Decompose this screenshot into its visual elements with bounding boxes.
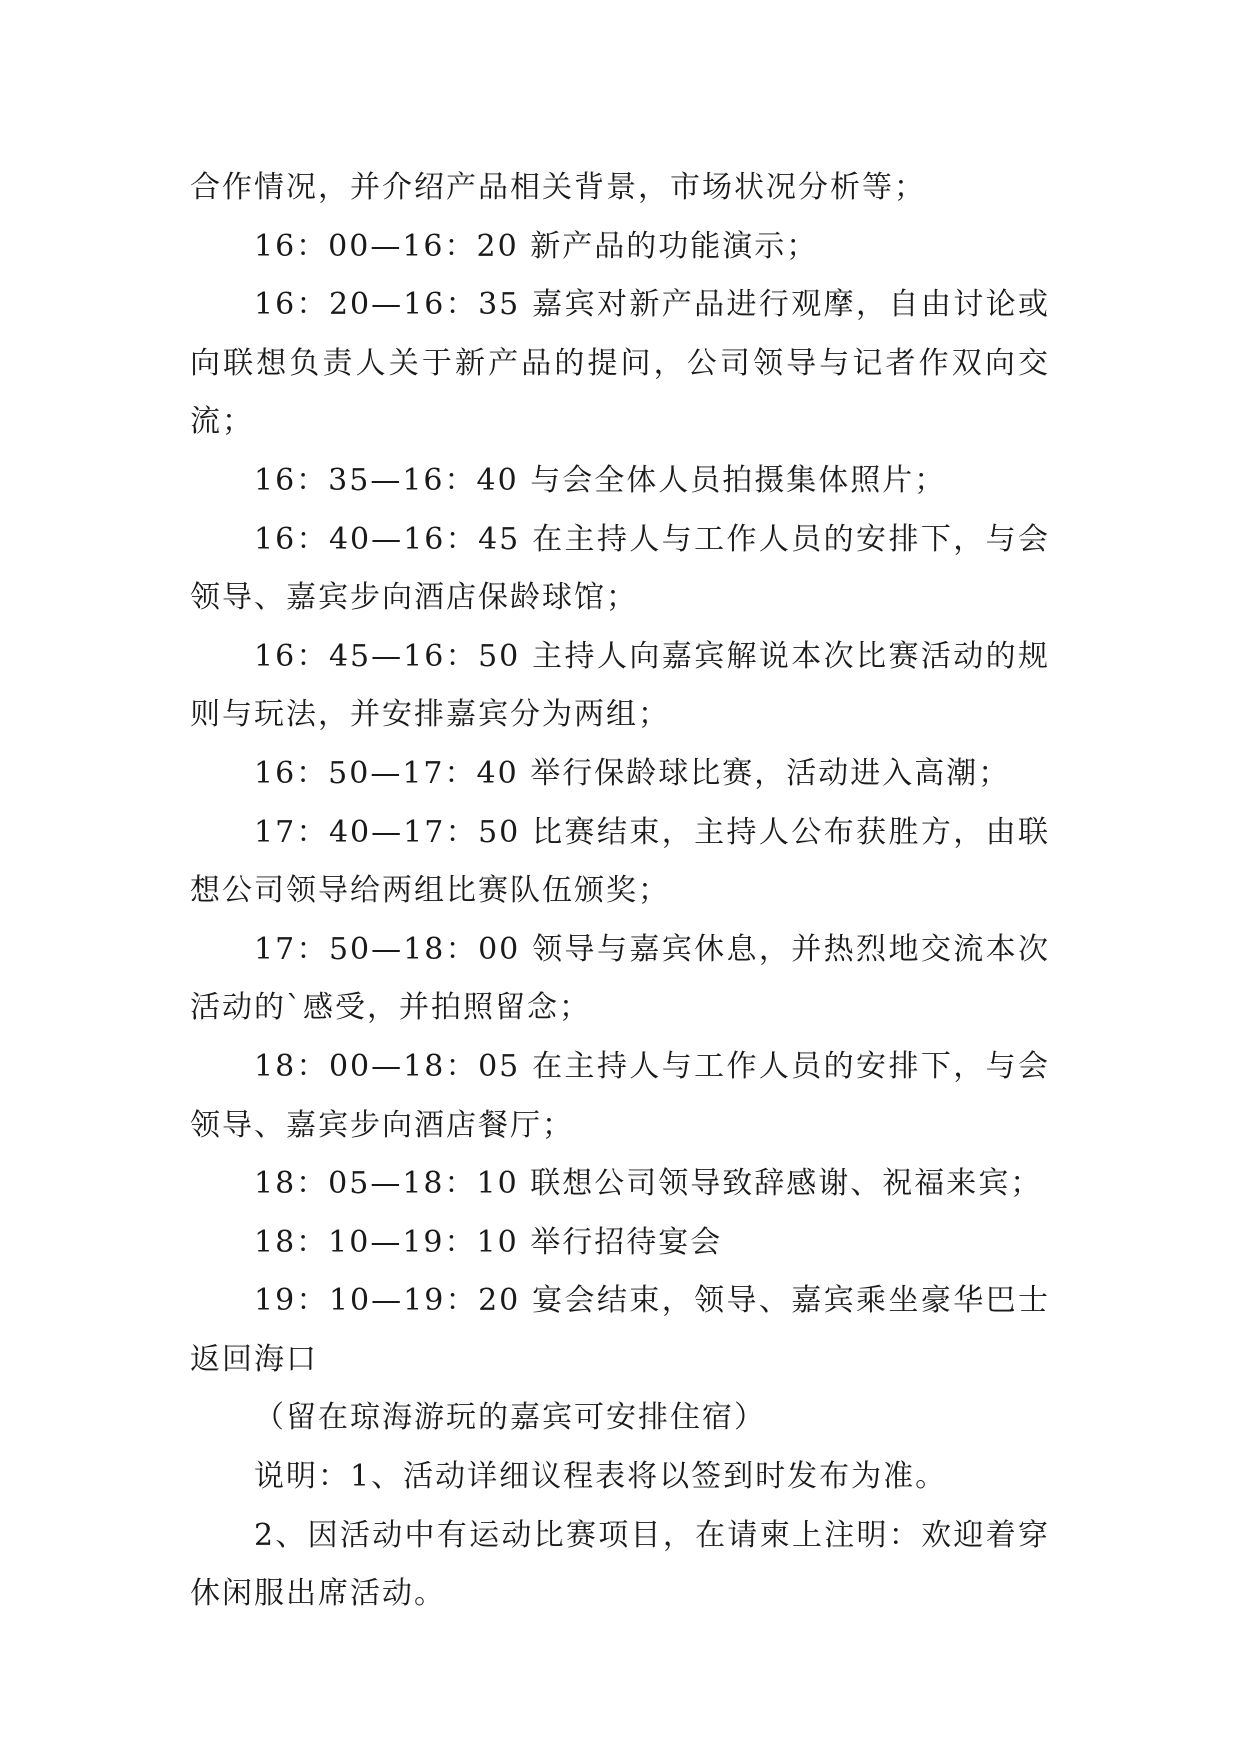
agenda-item: 18：05—18：10 联想公司领导致辞感谢、祝福来宾； <box>254 1166 1043 1202</box>
agenda-item: 18：10—19：10 举行招待宴会 <box>254 1224 723 1260</box>
paragraph-continuation: 合作情况，并介绍产品相关背景，市场状况分析等； <box>190 170 926 205</box>
agenda-item: 16：35—16：40 与会全体人员拍摄集体照片； <box>254 462 947 498</box>
agenda-item: 16：50—17：40 举行保龄球比赛，活动进入高潮； <box>254 755 1011 791</box>
note-item: 2、因活动中有运动比赛项目，在请柬上注明：欢迎着穿休闲服出席活动。 <box>190 1517 1050 1612</box>
agenda-item: 16：00—16：20 新产品的功能演示； <box>254 228 819 264</box>
agenda-item: 17：50—18：00 领导与嘉宾休息，并热烈地交流本次活动的`感受，并拍照留念； <box>190 931 1050 1026</box>
document-body <box>190 159 1050 1624</box>
agenda-item: 16：20—16：35 嘉宾对新产品进行观摩，自由讨论或向联想负责人关于新产品的提问，公司领导与记者作双向交流； <box>190 287 1050 440</box>
agenda-item: 18：00—18：05 在主持人与工作人员的安排下，与会领导、嘉宾步向酒店餐厅； <box>190 1048 1050 1143</box>
note-item: 说明：1、活动详细议程表将以签到时发布为准。 <box>254 1459 948 1495</box>
agenda-item: 16：45—16：50 主持人向嘉宾解说本次比赛活动的规则与玩法，并安排嘉宾分为两组； <box>190 638 1050 733</box>
agenda-item: 16：40—16：45 在主持人与工作人员的安排下，与会领导、嘉宾步向酒店保龄球馆； <box>190 521 1050 616</box>
agenda-item: 17：40—17：50 比赛结束，主持人公布获胜方，由联想公司领导给两组比赛队伍颁奖； <box>190 814 1050 909</box>
accommodation-note: （留在琼海游玩的嘉宾可安排住宿） <box>254 1400 766 1436</box>
agenda-item: 19：10—19：20 宴会结束，领导、嘉宾乘坐豪华巴士返回海口 <box>190 1283 1050 1377</box>
